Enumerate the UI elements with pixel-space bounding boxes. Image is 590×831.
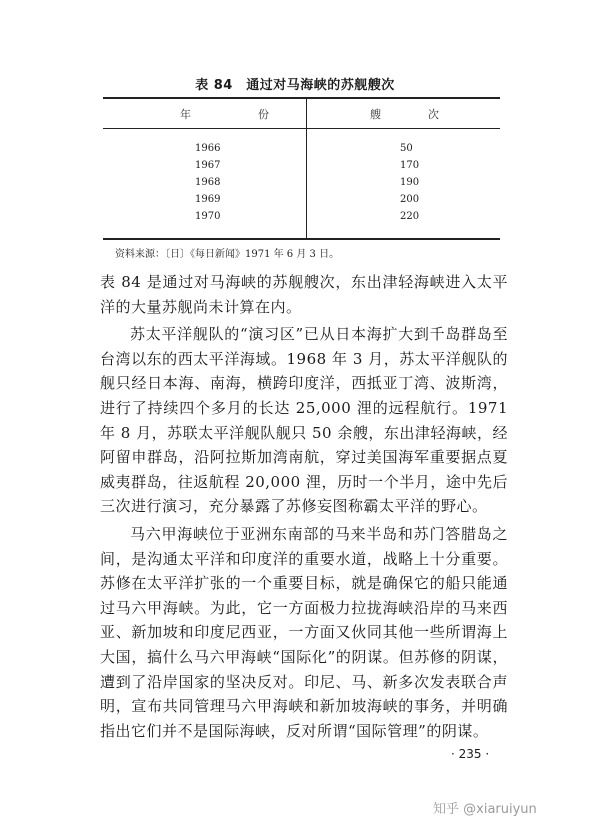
table-source-note: 资料来源：〔日〕《每日新闻》1971 年 6 月 3 日。	[115, 249, 340, 260]
table-row	[103, 143, 500, 160]
table-row	[103, 160, 500, 177]
table-bottom-rule	[103, 238, 500, 240]
cell-count: 190	[400, 177, 420, 188]
table-body	[103, 143, 500, 228]
cell-count: 50	[400, 143, 413, 154]
body-text	[100, 270, 508, 746]
watermark: 知乎 @xiaruiyun	[433, 802, 537, 817]
cell-year: 1967	[195, 160, 221, 171]
column-header-count: 艘 次	[370, 108, 457, 121]
column-header-year: 年 份	[180, 108, 297, 121]
table-row	[103, 211, 500, 228]
table-row	[103, 194, 500, 211]
paragraph: 苏太平洋舰队的“演习区”已从日本海扩大到千岛群岛至台湾以东的西太平洋海域。1968 年 3 月，苏太平洋舰队的舰只经日本海、南海，横跨印度洋，西抵亚丁湾、波斯湾，进行了持续四个多月的长达 25,000 浬的远程航行。1971 年 8 月，苏联太平洋舰队舰只 50 余艘，东出津轻海峡，经阿留申群岛，沿阿拉斯加湾南航，穿过美国海军重要据点夏威夷群岛，往返航程 20,000 浬，历时一个半月，途中先后三次进行演习，充分暴露了苏修妄图称霸太平洋的野心。	[100, 325, 508, 516]
cell-count: 170	[400, 160, 420, 171]
cell-year: 1970	[195, 211, 221, 222]
cell-count: 200	[400, 194, 420, 205]
table-header-rule	[103, 128, 500, 129]
cell-year: 1969	[195, 194, 221, 205]
table-top-rule	[103, 97, 500, 99]
table-title: 表 84 通过对马海峡的苏舰艘次	[195, 78, 395, 93]
table-row	[103, 177, 500, 194]
cell-year: 1966	[195, 143, 221, 154]
cell-count: 220	[400, 211, 420, 222]
paragraph: 马六甲海峡位于亚洲东南部的马来半岛和苏门答腊岛之间，是沟通太平洋和印度洋的重要水道，战略上十分重要。苏修在太平洋扩张的一个重要目标，就是确保它的船只能通过马六甲海峡。为此，它一方面极力拉拢海峡沿岸的马来西亚、新加坡和印度尼西亚，一方面又伙同其他一些所谓海上大国，搞什么马六甲海峡“国际化”的阴谋。但苏修的阴谋，遭到了沿岸国家的坚决反对。印尼、马、新多次发表联合声明，宣布共同管理马六甲海峡和新加坡海峡的事务，并明确指出它们并不是国际海峡，反对所谓“国际管理”的阴谋。	[100, 524, 508, 740]
cell-year: 1968	[195, 177, 221, 188]
paragraph: 表 84 是通过对马海峡的苏舰艘次，东出津轻海峡进入太平洋的大量苏舰尚未计算在内。	[100, 273, 508, 316]
page-number: · 235 ·	[451, 747, 490, 761]
